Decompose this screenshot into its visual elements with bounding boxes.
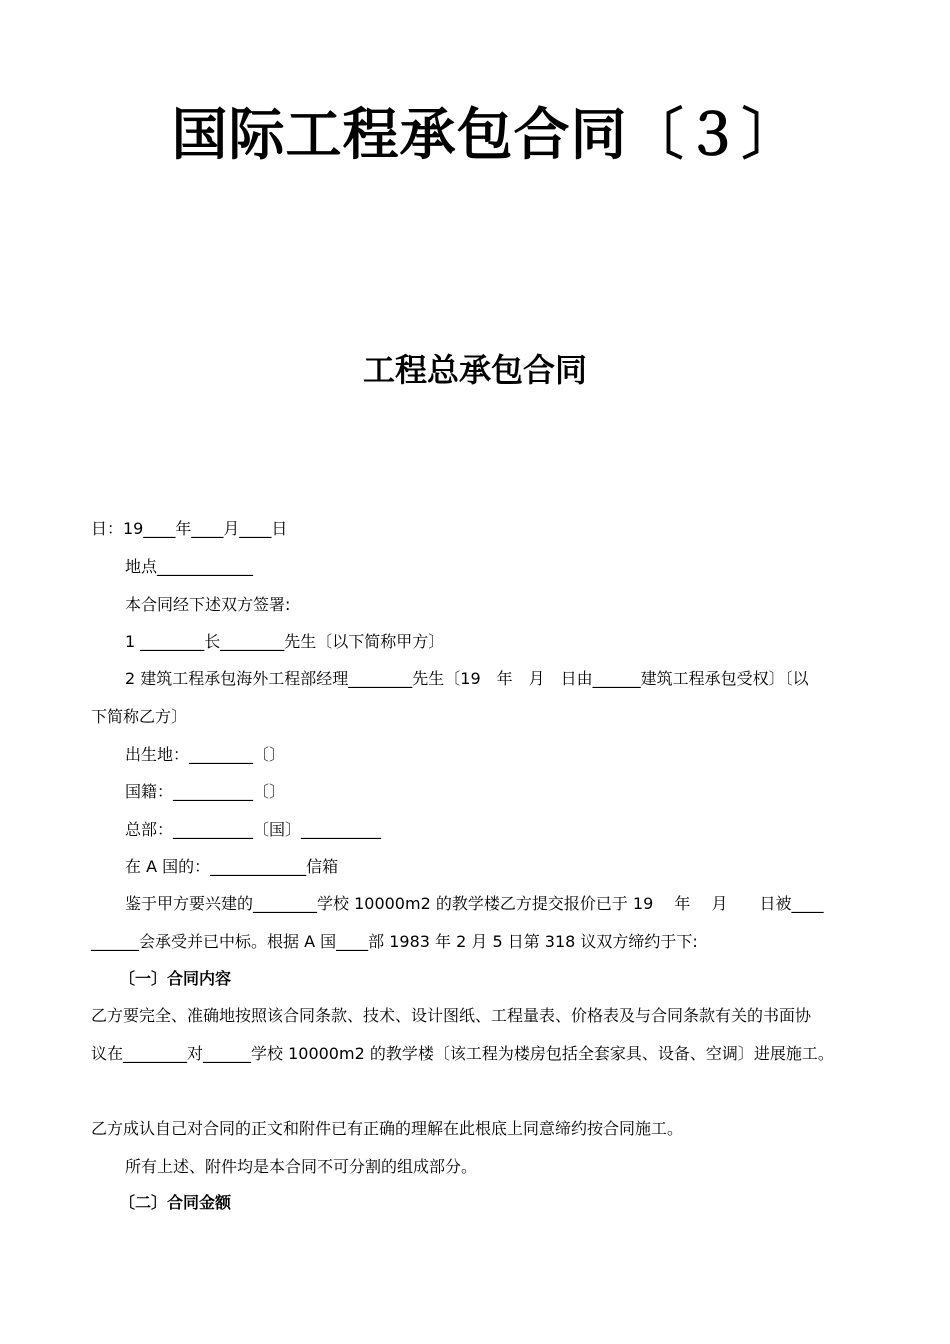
place-line: 地点____________ — [125, 557, 254, 576]
mailbox-line: 在 A 国的：____________信箱 — [125, 857, 339, 876]
party-b-line-2: 下简称乙方〕 — [91, 707, 188, 726]
section-2-heading: 〔二〕合同金额 — [119, 1193, 232, 1212]
whereas-line-1: 鉴于甲方要兴建的________学校 10000m2 的教学楼乙方提交报价已于 19 年 月 日被____ — [125, 894, 824, 913]
date-line: 日：19____年____月____日 — [91, 519, 288, 538]
party-b-line-1: 2 建筑工程承包海外工程部经理________先生〔19 年 月 日由______建筑工程承包受权〕〔以 — [125, 669, 809, 688]
sub-title: 工程总承包合同 — [362, 351, 587, 389]
section-1-para-1-line-2: 议在________对______学校 10000m2 的教学楼〔该工程为楼房包括全套家具、设备、空调〕进展施工。 — [91, 1044, 834, 1063]
section-1-para-2: 乙方成认自己对合同的正文和附件已有正确的理解在此根底上同意缔约按合同施工。 — [91, 1119, 684, 1138]
section-1-para-3: 所有上述、附件均是本合同不可分割的组成部分。 — [125, 1157, 478, 1176]
birthplace-line: 出生地：________〔〕 — [125, 745, 286, 764]
signed-by-line: 本合同经下述双方签署: — [125, 595, 291, 614]
main-title: 国际工程承包合同〔３〕 — [171, 103, 799, 168]
section-1-heading: 〔一〕合同内容 — [119, 969, 232, 988]
whereas-line-2: ______会承受并已中标。根据 A 国____部 1983 年 2 月 5 日第 318 议双方缔约于下: — [91, 932, 698, 951]
party-a-line: 1 ________长________先生〔以下简称甲方〕 — [125, 632, 445, 651]
section-1-para-1-line-1: 乙方要完全、准确地按照该合同条款、技术、设计图纸、工程量表、价格表及与合同条款有关的书面协 — [91, 1006, 812, 1025]
nationality-line: 国籍：__________〔〕 — [125, 782, 286, 801]
headquarters-line: 总部：__________〔国〕__________ — [125, 820, 382, 839]
